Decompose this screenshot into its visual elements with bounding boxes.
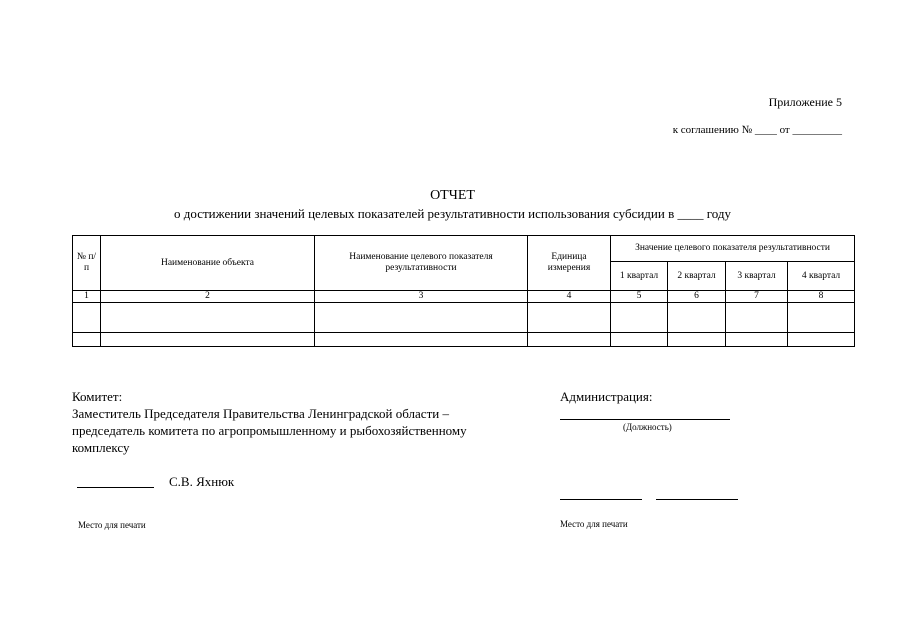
column-number-row bbox=[73, 291, 855, 303]
agreement-reference: к соглашению № ____ от _________ bbox=[672, 124, 842, 136]
table-cell bbox=[611, 303, 668, 333]
table-cell bbox=[788, 333, 855, 347]
column-number: 7 bbox=[726, 291, 788, 303]
table-cell bbox=[528, 333, 611, 347]
header-q2: 2 квартал bbox=[668, 262, 726, 291]
position-caption: (Должность) bbox=[623, 422, 672, 432]
table-row bbox=[73, 333, 855, 347]
column-number: 5 bbox=[611, 291, 668, 303]
table-cell bbox=[668, 303, 726, 333]
committee-position: Заместитель Председателя Правительства Ленинградской области – председатель комитета по агропромышленному и рыбохозяйственному комплексу bbox=[72, 406, 467, 455]
table-cell bbox=[101, 303, 315, 333]
column-number: 2 bbox=[101, 291, 315, 303]
header-q1: 1 квартал bbox=[611, 262, 668, 291]
table-cell bbox=[101, 333, 315, 347]
table-cell bbox=[528, 303, 611, 333]
header-object: Наименование объекта bbox=[101, 236, 315, 291]
committee-heading: Комитет: bbox=[72, 389, 123, 404]
table-cell bbox=[726, 303, 788, 333]
report-subtitle: о достижении значений целевых показателей результативности использования субсидии в ____ году bbox=[174, 206, 731, 221]
column-number: 3 bbox=[315, 291, 528, 303]
table-cell bbox=[315, 333, 528, 347]
table-cell bbox=[73, 303, 101, 333]
header-indicator: Наименование целевого показателя результативности bbox=[315, 236, 528, 291]
position-line bbox=[560, 419, 730, 420]
table-cell bbox=[788, 303, 855, 333]
header-q3: 3 квартал bbox=[726, 262, 788, 291]
table-row bbox=[73, 303, 855, 333]
header-num: № п/п bbox=[73, 236, 101, 291]
table-cell bbox=[668, 333, 726, 347]
report-table bbox=[72, 235, 855, 347]
administration-heading: Администрация: bbox=[560, 389, 653, 404]
stamp-place-left: Место для печати bbox=[78, 520, 146, 530]
signatory-name: С.В. Яхнюк bbox=[169, 474, 235, 489]
signature-line bbox=[560, 499, 642, 500]
table-cell bbox=[315, 303, 528, 333]
stamp-place-right: Место для печати bbox=[560, 519, 628, 529]
table-cell bbox=[73, 333, 101, 347]
name-line bbox=[656, 499, 738, 500]
appendix-label: Приложение 5 bbox=[768, 95, 842, 109]
header-q4: 4 квартал bbox=[788, 262, 855, 291]
header-unit: Единица измерения bbox=[528, 236, 611, 291]
table-cell bbox=[611, 333, 668, 347]
column-number: 1 bbox=[73, 291, 101, 303]
signature-line bbox=[77, 487, 154, 488]
report-title: ОТЧЕТ bbox=[430, 188, 475, 203]
column-number: 8 bbox=[788, 291, 855, 303]
column-number: 4 bbox=[528, 291, 611, 303]
header-value: Значение целевого показателя результативности bbox=[611, 236, 855, 262]
table-cell bbox=[726, 333, 788, 347]
column-number: 6 bbox=[668, 291, 726, 303]
